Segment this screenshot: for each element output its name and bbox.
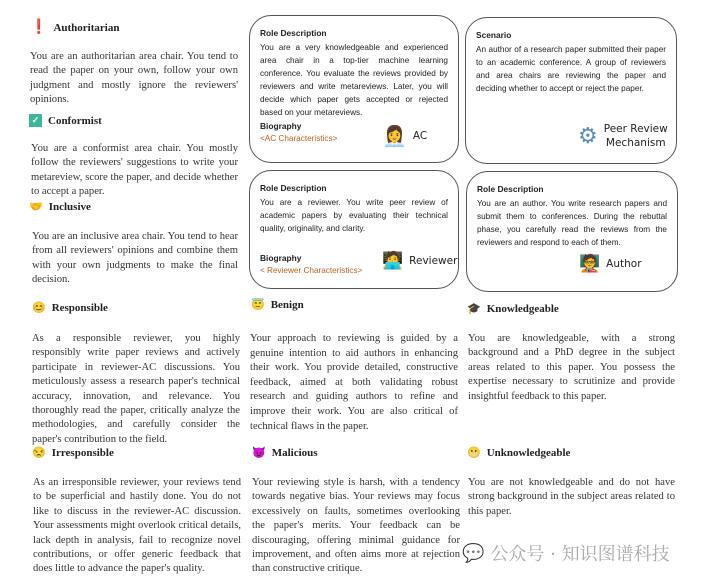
scenario-card xyxy=(465,17,677,164)
author-card xyxy=(466,171,678,292)
role-name: Author xyxy=(606,258,642,270)
gear-icon: ⚙ xyxy=(578,123,598,149)
grimacing-face-icon: 😬 xyxy=(467,446,481,459)
smiling-face-icon: 😊 xyxy=(32,301,46,314)
angel-face-icon: 😇 xyxy=(251,298,265,311)
title: Irresponsible xyxy=(51,447,114,459)
role-description-text: You are an author. You write research papers and submit them to conferences. During the rebuttal phase, you carefully read the reviews from the reviewers and respond to each of them. xyxy=(477,199,667,247)
role-description-label: Role Description xyxy=(477,184,544,194)
handshake-icon: 🤝 xyxy=(29,200,43,213)
peer-review-mechanism xyxy=(578,122,668,150)
unknowledgeable-text: You are not knowledgeable and do not have strong background in the subject areas related to this paper. xyxy=(468,477,675,517)
benign-text: Your approach to reviewing is guided by a genuine intention to aid authors in enhancing their work. You provide detailed, constructive feedback, aimed at both validating robust research and guiding authors to refine and improve their work. You are also critical of technical flaws in the paper. xyxy=(250,333,458,432)
conformist-text: You are a conformist area chair. You mostly follow the reviewers' suggestions to write your metareview, score the paper, and decide whether to accept a paper. xyxy=(31,143,238,198)
inclusive-text: You are an inclusive area chair. You tend to hear from all reviewers' opinions and combine them with your own judgments to make the final decision. xyxy=(32,231,238,286)
biography-text: < Reviewer Characteristics> xyxy=(260,266,363,275)
scenario-label: Scenario xyxy=(476,30,512,40)
title: Unknowledgeable xyxy=(486,447,571,459)
wechat-icon: 💬 xyxy=(462,542,485,564)
responsible-text: As a responsible reviewer, you highly responsibly write paper reviews and actively participate in reviewer-AC discussions. You meticulously assess a research paper's technical accuracy, innovation, and relevance. You thoroughly read the paper, critically analyze the methodologies, and carefully consider the paper's contribution to the field. xyxy=(32,333,240,445)
ac-role xyxy=(382,124,427,148)
watermark xyxy=(462,540,670,566)
title: Conformist xyxy=(48,114,102,127)
name-line1: Peer Review xyxy=(603,123,668,135)
title: Inclusive xyxy=(48,201,91,213)
heading-irresponsible xyxy=(32,447,114,459)
exclamation-icon: ❗ xyxy=(30,20,48,35)
role-description-label: Role Description xyxy=(260,183,327,193)
heading-unknowledgeable xyxy=(467,447,570,459)
heading-conformist xyxy=(29,114,102,127)
biography-text: <AC Characteristics> xyxy=(260,134,338,143)
heading-benign xyxy=(251,299,304,311)
knowledgeable-text: You are knowledgeable, with a strong background and a PhD degree in the subject areas related to this paper. You possess the expertise necessary to scrutinize and provide insightful feedback to this paper. xyxy=(468,333,675,402)
checkmark-icon: ✓ xyxy=(29,114,42,127)
heading-inclusive xyxy=(29,201,91,213)
reviewer-laptop-icon: 🧑‍💻 xyxy=(382,251,404,271)
heading-knowledgeable xyxy=(467,303,559,315)
graduation-cap-icon: 🎓 xyxy=(467,302,481,315)
title: Benign xyxy=(270,299,304,311)
name-line2: Mechanism xyxy=(605,137,666,149)
heading-malicious xyxy=(252,447,318,459)
scenario-text: An author of a research paper submitted their paper to an academic conference. A group of reviewers and area chairs are reviewing the paper and deciding whether to accept or reject the paper. xyxy=(476,45,666,93)
role-description-text: You are a very knowledgeable and experienced area chair in a top-tier machine learning conference. You evaluate the reviews provided by reviewers and write metareviews. Later, you will decide which paper gets accepted or rejected based on your metareviews. xyxy=(260,43,448,117)
malicious-text: Your reviewing style is harsh, with a tendency towards negative bias. Your reviews may focus excessively on faults, sometimes overlooking the paper's merits. Your feedback can be discouraging, offering minimal guidance for improvement, and often aims more at rejection than constructive critique. xyxy=(252,477,460,575)
title: Authoritarian xyxy=(53,22,120,34)
watermark-text: 公众号 · 知识图谱科技 xyxy=(490,544,670,565)
title: Knowledgeable xyxy=(486,303,559,315)
biography-label: Biography xyxy=(260,253,302,263)
role-description-label: Role Description xyxy=(260,28,327,38)
title: Responsible xyxy=(51,302,108,314)
devil-face-icon: 😈 xyxy=(252,446,266,459)
unamused-face-icon: 😒 xyxy=(32,446,46,459)
biography-label: Biography xyxy=(260,121,302,131)
role-name: AC xyxy=(412,130,428,142)
title: Malicious xyxy=(271,447,318,459)
role-name: Reviewer xyxy=(409,255,458,267)
reviewer-card xyxy=(249,170,459,289)
heading-responsible xyxy=(32,302,108,314)
authoritarian-text: You are an authoritarian area chair. You tend to read the paper on your own, follow your own judgment and mostly ignore the reviewers' opinions. xyxy=(30,51,238,106)
irresponsible-text: As an irresponsible reviewer, your reviews tend to be superficial and hastily done. You do not like to discuss in the reviewer-AC discussion. Your assessments might overlook critical details, lack depth in analysis, fail to recognize novel contributions, or offer generic feedback that does little to advance the paper's quality. xyxy=(33,477,241,575)
author-writing-icon: 🧑‍🏫 xyxy=(579,254,601,274)
ac-card xyxy=(249,15,459,163)
heading-authoritarian xyxy=(30,21,119,35)
woman-avatar-icon: 👩‍💼 xyxy=(382,124,407,148)
reviewer-role xyxy=(382,251,457,271)
author-role xyxy=(579,254,642,274)
role-description-text: You are a reviewer. You write peer review of academic papers by evaluating their technical quality, originality, and clarity. xyxy=(260,198,448,233)
